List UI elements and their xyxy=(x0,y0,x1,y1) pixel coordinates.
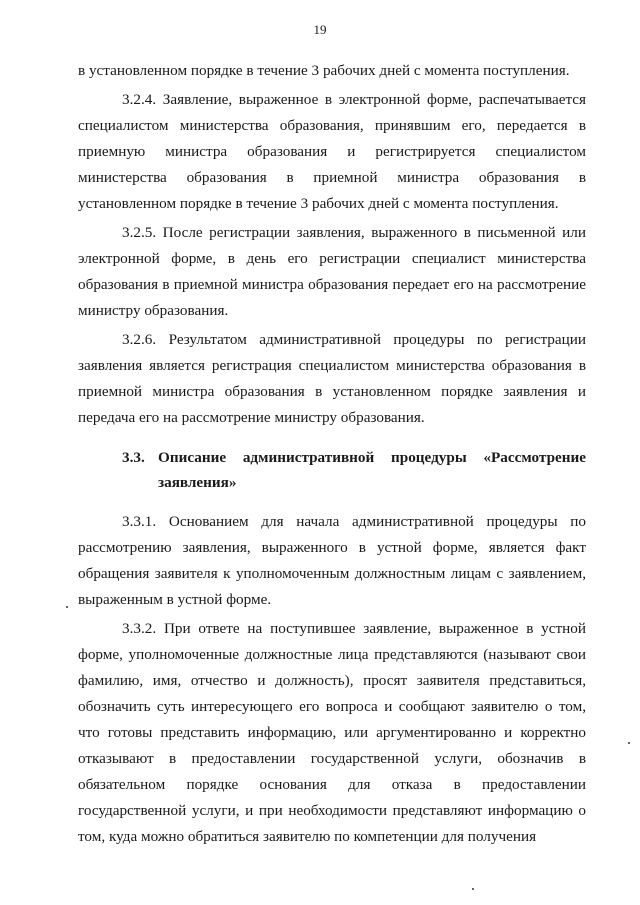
paragraph-3-3-2: 3.3.2. При ответе на поступившее заявление, выраженное в устной форме, уполномоченные должностные лица представляются (называют свои фамилию, имя, отчество и должность), просят заявителя представиться, обозначить суть интересующего его вопроса и сообщают заявителю о том, что готовы представить информацию, или аргументированно и корректно отказывают в предоставлении государственной услуги, обозначив в обязательном порядке основания для отказа в предоставлении государственной услуги, и при необходимости представляют информацию о том, куда можно обратиться заявителю по компетенции для получения xyxy=(78,620,586,845)
section-title: Описание административной процедуры «Рассмотрение заявления» xyxy=(158,449,586,491)
paragraph-3-2-4: 3.2.4. Заявление, выраженное в электронной форме, распечатывается специалистом министерства образования, принявшим его, передается в приемную министра образования и регистрируется специалистом министерства образования в приемной министра образования в установленном порядке в течение 3 рабочих дней с момента поступления. xyxy=(78,91,586,212)
scan-speck xyxy=(628,742,630,744)
scan-speck xyxy=(472,888,474,890)
paragraph-3-2-6: 3.2.6. Результатом административной процедуры по регистрации заявления является регистрация специалистом министерства образования в приемной министра образования в установленном порядке заявления и передача его на рассмотрение министру образования. xyxy=(78,331,586,426)
section-number: 3.3. xyxy=(122,449,145,466)
section-heading-3-3 xyxy=(78,445,586,495)
page-number: 19 xyxy=(313,22,327,37)
scan-speck xyxy=(66,606,68,608)
paragraph-continuation: в установленном порядке в течение 3 рабочих дней с момента поступления. xyxy=(78,62,570,79)
document-body xyxy=(78,58,586,853)
paragraph-3-2-5: 3.2.5. После регистрации заявления, выраженного в письменной или электронной форме, в день его регистрации специалист министерства образования в приемной министра образования передает его на рассмотрение министру образования. xyxy=(78,224,586,319)
paragraph-3-3-1: 3.3.1. Основанием для начала административной процедуры по рассмотрению заявления, выраженного в устной форме, является факт обращения заявителя к уполномоченным должностным лицам с заявлением, выраженным в устной форме. xyxy=(78,513,586,608)
